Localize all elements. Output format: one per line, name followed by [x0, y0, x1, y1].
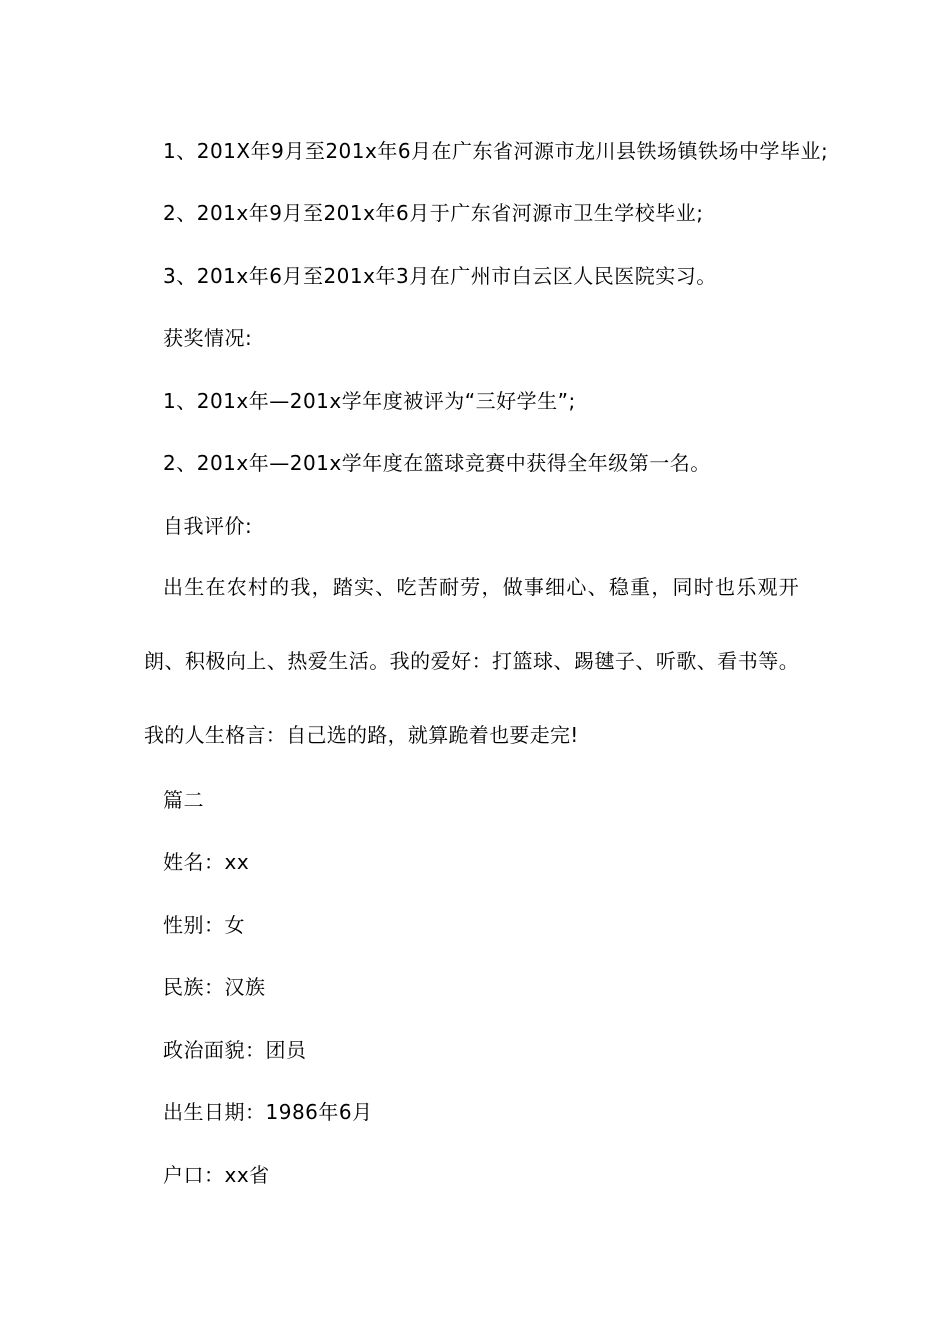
profile-hukou: 户口：xx省	[163, 1163, 270, 1187]
profile-gender: 性别：女	[163, 913, 245, 937]
education-item-1: 1、201X年9月至201x年6月在广东省河源市龙川县铁场镇铁场中学毕业;	[163, 139, 829, 163]
award-item-2: 2、201x年—201x学年度在篮球竞赛中获得全年级第一名。	[163, 451, 711, 475]
profile-political: 政治面貌：团员	[163, 1038, 307, 1062]
self-eval-paragraph: 出生在农村的我，踏实、吃苦耐劳，做事细心、稳重，同时也乐观开朗、积极向上、热爱生活。我的爱好：打篮球、踢毽子、听歌、看书等。我的人生格言：自己选的路，就算跪着也要走完!	[144, 575, 799, 747]
profile-name: 姓名：xx	[163, 850, 250, 874]
award-item-1: 1、201x年—201x学年度被评为“三好学生”;	[163, 389, 576, 413]
profile-ethnicity: 民族：汉族	[163, 975, 266, 999]
education-item-3: 3、201x年6月至201x年3月在广州市白云区人民医院实习。	[163, 264, 717, 288]
education-item-2: 2、201x年9月至201x年6月于广东省河源市卫生学校毕业;	[163, 201, 704, 225]
profile-birth: 出生日期：1986年6月	[163, 1100, 373, 1124]
section-2-heading: 篇二	[163, 788, 204, 812]
awards-heading: 获奖情况:	[163, 326, 253, 350]
self-eval-heading: 自我评价:	[163, 514, 253, 538]
